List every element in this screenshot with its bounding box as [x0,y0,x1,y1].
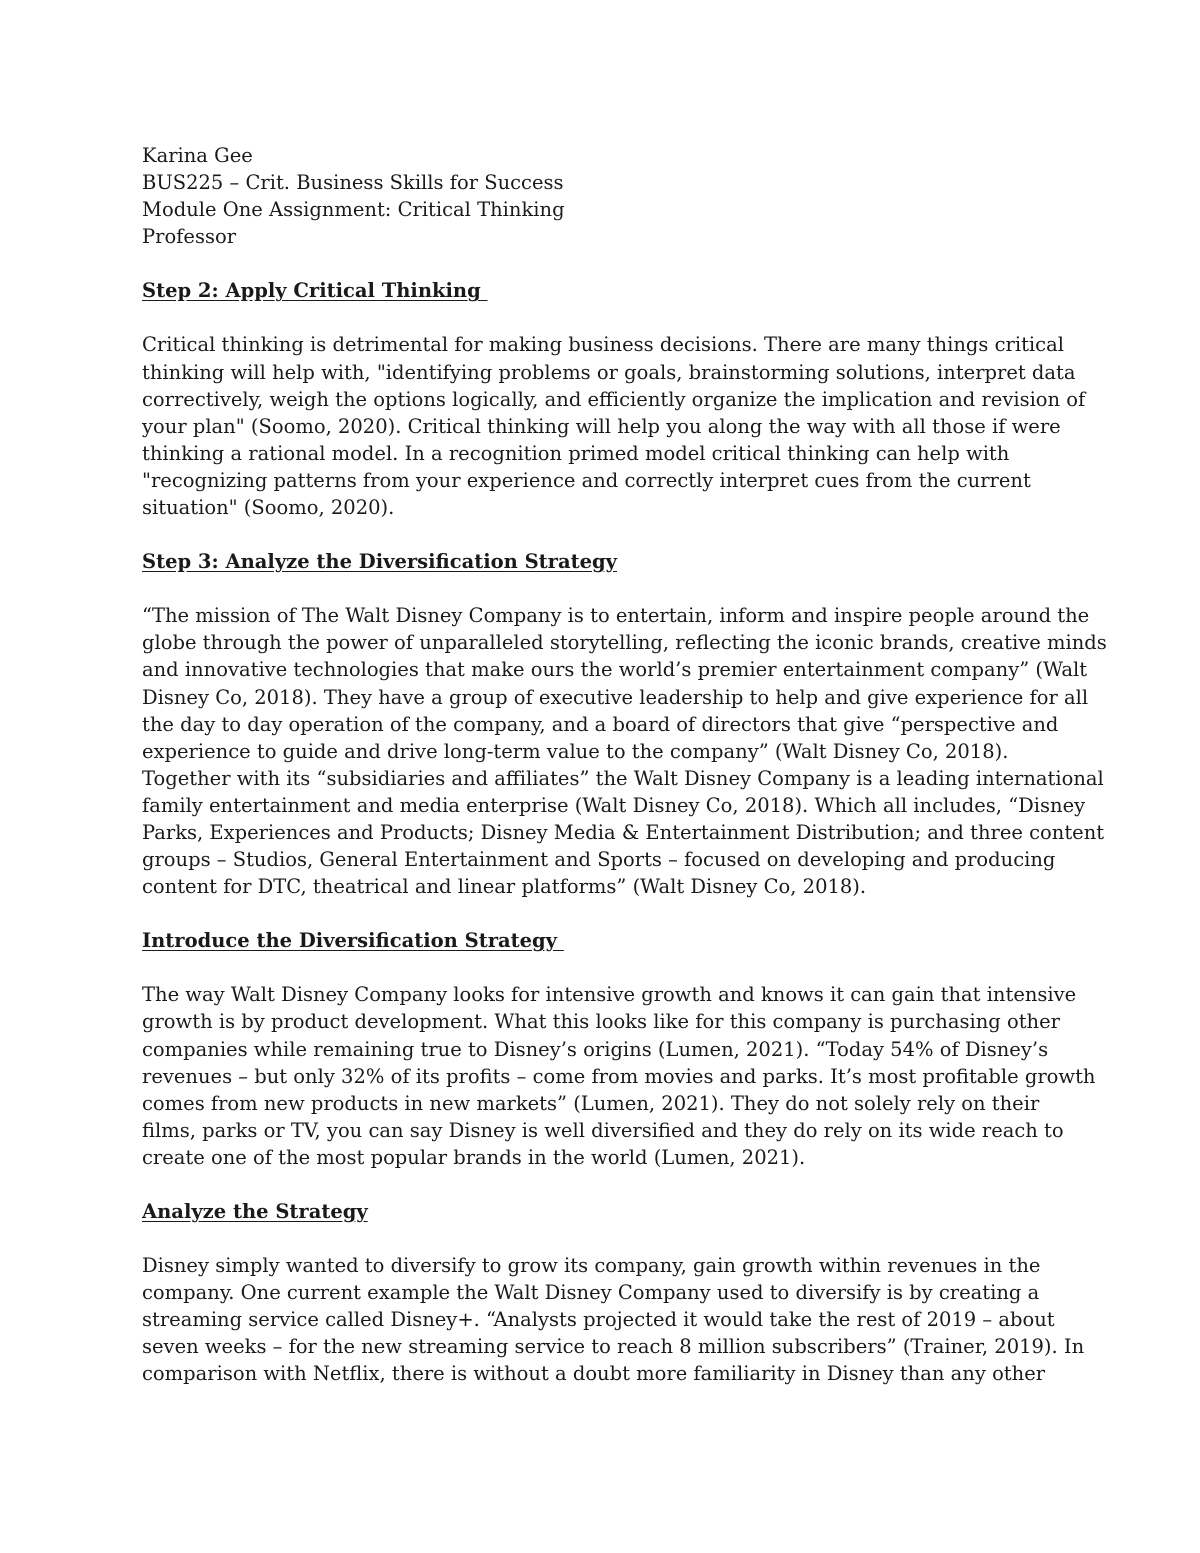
paragraph-line: The way Walt Disney Company looks for intensive growth and knows it can gain that intensive [142,983,1077,1007]
paragraph-line: correctively, weigh the options logically, and efficiently organize the implication and revision of [142,387,1086,411]
paragraph-line: Disney simply wanted to diversify to grow its company, gain growth within revenues in the [142,1254,1041,1278]
paragraph-line: your plan" (Soomo, 2020). Critical thinking will help you along the way with all those if were [142,414,1061,438]
paragraph-line: Together with its “subsidiaries and affiliates” the Walt Disney Company is a leading international [142,766,1104,790]
paragraph-line: Parks, Experiences and Products; Disney Media & Entertainment Distribution; and three content [142,820,1105,844]
paragraph-line: films, parks or TV, you can say Disney is well diversified and they do rely on its wide reach to [142,1118,1064,1142]
paragraph-line: company. One current example the Walt Disney Company used to diversify is by creating a [142,1281,1040,1305]
section-heading-analyze-strategy: Analyze the Strategy [142,1200,368,1223]
paragraph-line: globe through the power of unparalleled storytelling, reflecting the iconic brands, creative minds [142,631,1107,655]
paragraph-line: companies while remaining true to Disney’s origins (Lumen, 2021). “Today 54% of Disney’s [142,1037,1049,1061]
section-body-step-3 [142,602,1107,900]
paragraph-line: comes from new products in new markets” (Lumen, 2021). They do not solely rely on their [142,1091,1040,1115]
paragraph-line: "recognizing patterns from your experience and correctly interpret cues from the current [142,468,1031,492]
paragraph-line: create one of the most popular brands in the world (Lumen, 2021). [142,1145,806,1169]
section-body-step-2 [142,331,1086,521]
document-header [142,142,1067,250]
paragraph-line: growth is by product development. What this looks like for this company is purchasing other [142,1010,1060,1034]
paragraph-line: content for DTC, theatrical and linear platforms” (Walt Disney Co, 2018). [142,875,867,899]
paragraph-line: the day to day operation of the company, and a board of directors that give “perspective and [142,712,1059,736]
section-body-introduce-strategy [142,981,1096,1171]
paragraph-line: “The mission of The Walt Disney Company is to entertain, inform and inspire people around the [142,604,1090,628]
assignment-title: Module One Assignment: Critical Thinking [142,198,565,222]
paragraph-line: streaming service called Disney+. “Analysts projected it would take the rest of 2019 – about [142,1308,1055,1332]
paragraph-line: Critical thinking is detrimental for making business decisions. There are many things critical [142,333,1064,357]
paragraph-line: thinking a rational model. In a recognition primed model critical thinking can help with [142,441,1010,465]
section-heading-step-3: Step 3: Analyze the Diversification Strategy [142,550,617,574]
paragraph-line: experience to guide and drive long-term value to the company” (Walt Disney Co, 2018). [142,739,1009,763]
document-page [142,142,1107,1415]
author-name: Karina Gee [142,144,253,167]
paragraph-line: situation" (Soomo, 2020). [142,496,395,520]
section-heading-step-2: Step 2: Apply Critical Thinking [142,279,488,303]
paragraph-line: thinking will help with, "identifying problems or goals, brainstorming solutions, interpret data [142,360,1076,384]
paragraph-line: seven weeks – for the new streaming service to reach 8 million subscribers” (Trainer, 2019). In [142,1335,1085,1359]
section-body-analyze-strategy [142,1252,1085,1387]
paragraph-line: and innovative technologies that make ours the world’s premier entertainment company” (Walt [142,658,1088,682]
paragraph-line: revenues – but only 32% of its profits – come from movies and parks. It’s most profitable growth [142,1064,1096,1088]
paragraph-line: Disney Co, 2018). They have a group of executive leadership to help and give experience for all [142,685,1089,709]
paragraph-line: comparison with Netflix, there is without a doubt more familiarity in Disney than any other [142,1362,1046,1386]
paragraph-line: family entertainment and media enterprise (Walt Disney Co, 2018). Which all includes, “Disney [142,793,1086,817]
section-heading-introduce-strategy: Introduce the Diversification Strategy [142,929,564,953]
professor-label: Professor [142,225,237,249]
paragraph-line: groups – Studios, General Entertainment and Sports – focused on developing and producing [142,848,1056,872]
course-title: BUS225 – Crit. Business Skills for Success [142,171,564,195]
